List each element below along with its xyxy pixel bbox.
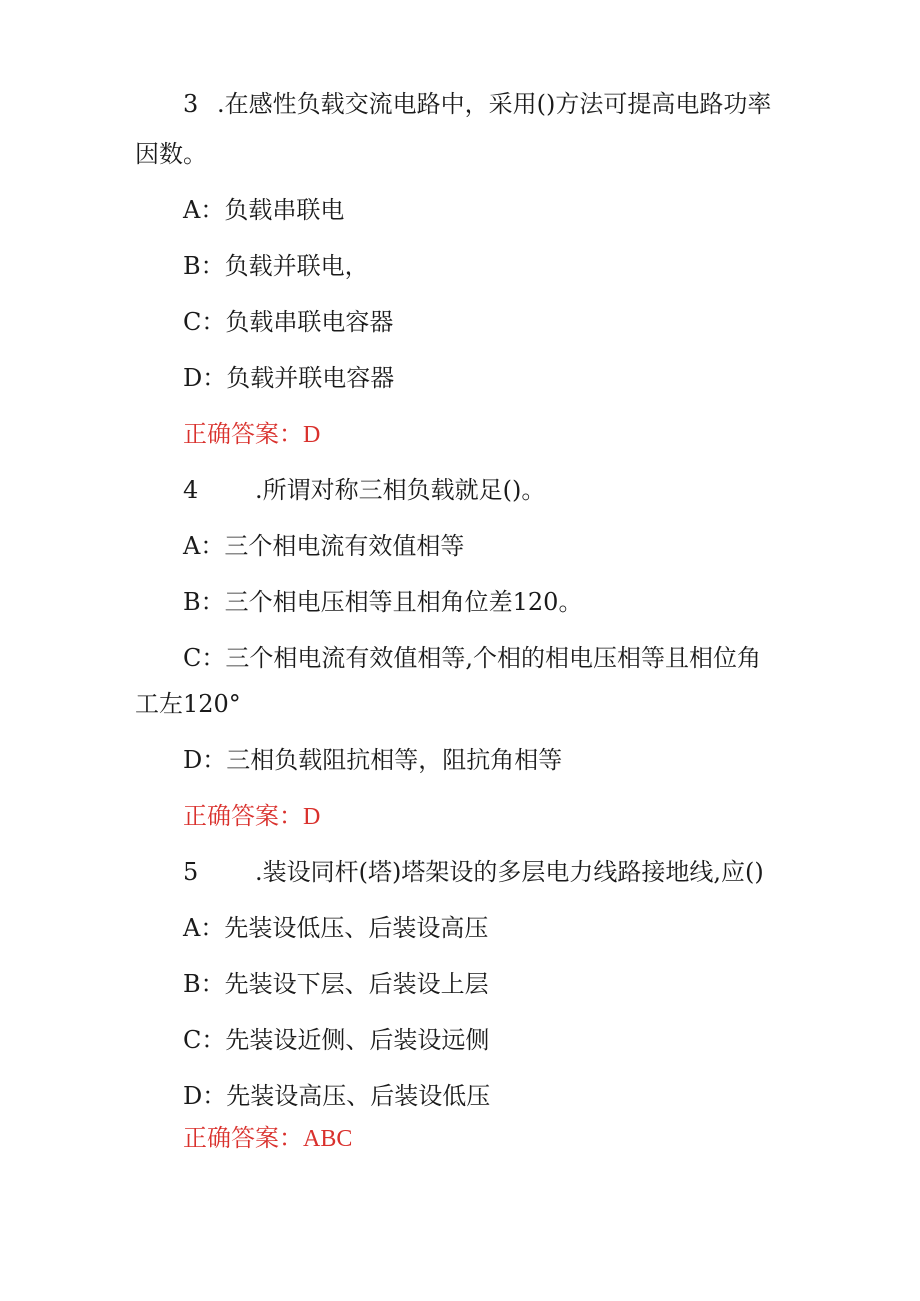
question-number: 3 — [183, 90, 199, 118]
option-label: B： — [183, 588, 225, 616]
option-text: 先装设低压、后装设高压 — [224, 914, 489, 942]
question-3-stem — [183, 89, 771, 119]
option-text: 先装设近侧、后装设远侧 — [225, 1026, 490, 1054]
option-text: 负载并联电容器 — [226, 364, 395, 392]
answer-value: D — [303, 422, 321, 448]
option-text: 先装设下层、后装设上层 — [224, 970, 489, 998]
option-text: 先装设高压、后装设低压 — [226, 1082, 491, 1110]
option-text: 三个相电流有效值相等 — [224, 532, 465, 560]
question-4-stem — [183, 475, 545, 505]
question-3-stem-continued: 因数。 — [135, 140, 207, 168]
question-text: .在感性负载交流电路中，采用()方法可提高电路功率 — [217, 90, 772, 118]
question-4-option-c-continued: 工左120° — [135, 690, 241, 718]
question-text: .所谓对称三相负载就足()。 — [255, 476, 546, 504]
question-3-option-d — [183, 363, 394, 393]
question-text: .装设同杆(塔)塔架设的多层电力线路接地线,应() — [255, 858, 764, 886]
option-text: 三相负载阻抗相等，阻抗角相等 — [226, 746, 563, 774]
option-label: D： — [183, 1082, 227, 1110]
answer-value: ABC — [303, 1126, 353, 1152]
option-text: 负载串联电 — [224, 196, 345, 224]
option-label: D： — [183, 746, 227, 774]
question-number: 5 — [183, 858, 199, 886]
answer-value: D — [303, 804, 321, 830]
question-3-option-a — [183, 195, 344, 225]
question-5-option-d — [183, 1081, 490, 1111]
option-label: C： — [183, 308, 226, 336]
question-3-answer — [183, 419, 320, 450]
answer-label: 正确答案： — [183, 420, 303, 448]
option-label: D： — [183, 364, 227, 392]
option-text: 三个相电压相等且相角位差120。 — [224, 588, 583, 616]
option-text: 负载串联电容器 — [225, 308, 394, 336]
question-3-option-b — [183, 251, 369, 281]
option-label: A： — [183, 532, 225, 560]
option-label: B： — [183, 252, 225, 280]
question-5-option-c — [183, 1025, 489, 1055]
question-5-stem — [183, 857, 764, 887]
question-4-answer — [183, 801, 320, 832]
option-text: 负载并联电， — [224, 252, 369, 280]
option-label: A： — [183, 196, 225, 224]
answer-label: 正确答案： — [183, 802, 303, 830]
question-5-answer — [183, 1123, 352, 1154]
question-4-option-b — [183, 587, 582, 617]
question-number: 4 — [183, 476, 199, 504]
question-5-option-b — [183, 969, 489, 999]
answer-label: 正确答案： — [183, 1124, 303, 1152]
question-5-option-a — [183, 913, 488, 943]
option-label: C： — [183, 644, 226, 672]
question-4-option-d — [183, 745, 562, 775]
question-4-option-a — [183, 531, 464, 561]
question-3-option-c — [183, 307, 393, 337]
question-4-option-c — [183, 643, 761, 673]
option-label: B： — [183, 970, 225, 998]
option-label: A： — [183, 914, 225, 942]
option-text: 三个相电流有效值相等,个相的相电压相等且相位角 — [225, 644, 762, 672]
option-label: C： — [183, 1026, 226, 1054]
